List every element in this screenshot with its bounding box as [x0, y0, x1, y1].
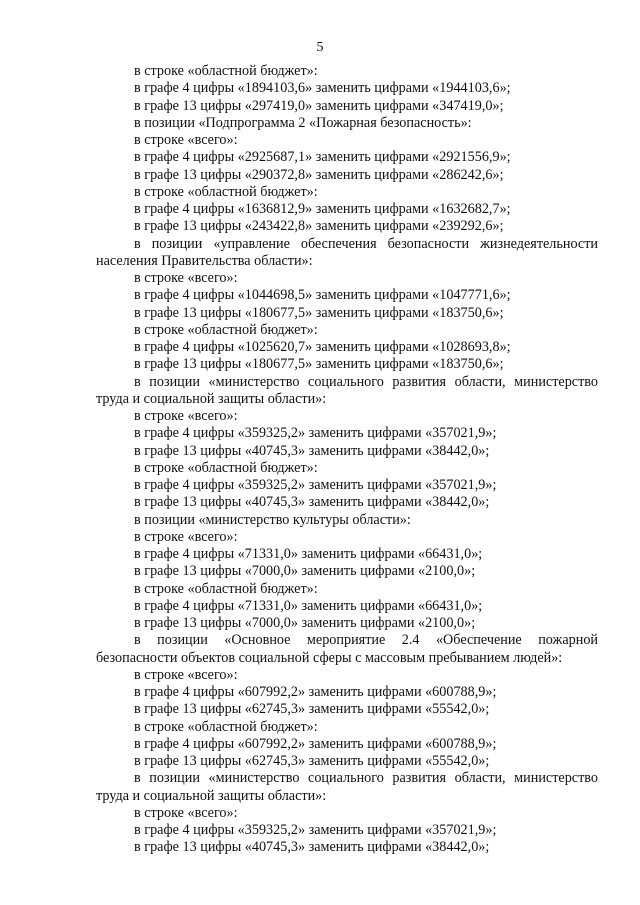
text-line: в графе 13 цифры «7000,0» заменить цифрами «2100,0»; [134, 615, 476, 631]
text-line: в графе 13 цифры «40745,3» заменить цифрами «38442,0»; [134, 839, 490, 856]
text-line: в позиции «министерство культуры области»: [134, 511, 411, 528]
text-line: населения Правительства области»: [96, 252, 313, 269]
text-line: в графе 4 цифры «1044698,5» заменить цифрами «1047771,6»; [134, 287, 511, 304]
text-line-justified: в позиции «министерство социального развития области, министерство [134, 373, 598, 390]
page-number: 5 [316, 40, 324, 55]
text-line: в строке «областной бюджет»: [134, 718, 318, 735]
text-line: в графе 4 цифры «71331,0» заменить цифрами «66431,0»; [134, 546, 483, 562]
text-line: в строке «всего»: [134, 132, 238, 148]
text-line: в графе 4 цифры «1025620,7» заменить цифрами «1028693,8»; [134, 339, 511, 355]
text-line: в строке «областной бюджет»: [134, 63, 318, 79]
text-line: в строке «областной бюджет»: [134, 459, 318, 476]
text-line: в графе 4 цифры «607992,2» заменить цифрами «600788,9»; [134, 684, 497, 700]
text-line: в графе 4 цифры «359325,2» заменить цифрами «357021,9»; [134, 425, 497, 442]
text-line: в графе 4 цифры «359325,2» заменить цифрами «357021,9»; [134, 477, 497, 493]
text-line: в строке «всего»: [134, 666, 238, 683]
text-line: в графе 4 цифры «359325,2» заменить цифрами «357021,9»; [134, 822, 497, 838]
text-line: в графе 13 цифры «40745,3» заменить цифрами «38442,0»; [134, 494, 490, 511]
text-line: в графе 4 цифры «1636812,9» заменить цифрами «1632682,7»; [134, 201, 511, 217]
text-line: безопасности объектов социальной сферы с массовым пребыванием людей»: [96, 649, 563, 666]
text-line: в строке «всего»: [134, 804, 238, 821]
text-line-justified: в позиции «Основное мероприятие 2.4 «Обеспечение пожарной [134, 632, 598, 649]
text-line: в графе 13 цифры «62745,3» заменить цифрами «55542,0»; [134, 753, 490, 769]
text-line: в графе 13 цифры «40745,3» заменить цифрами «38442,0»; [134, 442, 490, 459]
text-line: в строке «областной бюджет»: [134, 321, 318, 338]
text-line: в графе 13 цифры «180677,5» заменить цифрами «183750,6»; [134, 304, 504, 321]
text-line: в строке «всего»: [134, 408, 238, 424]
text-line: в графе 13 цифры «243422,8» заменить цифрами «239292,6»; [134, 218, 504, 235]
text-line: в строке «областной бюджет»: [134, 580, 318, 597]
text-line: в графе 13 цифры «290372,8» заменить цифрами «286242,6»; [134, 166, 504, 183]
text-line-justified: в позиции «министерство социального развития области, министерство [134, 770, 598, 787]
text-line: в позиции «Подпрограмма 2 «Пожарная безопасность»: [134, 114, 472, 131]
text-line: в графе 13 цифры «7000,0» заменить цифрами «2100,0»; [134, 563, 476, 580]
text-line: в строке «всего»: [134, 528, 238, 545]
text-line: труда и социальной защиты области»: [96, 390, 327, 407]
text-line: в графе 13 цифры «297419,0» заменить цифрами «347419,0»; [134, 97, 504, 114]
text-line-justified: в позиции «управление обеспечения безопасности жизнедеятельности [134, 235, 598, 252]
text-line: в графе 4 цифры «2925687,1» заменить цифрами «2921556,9»; [134, 149, 511, 166]
text-line: в строке «всего»: [134, 270, 238, 286]
text-line: в строке «областной бюджет»: [134, 183, 318, 200]
text-line: труда и социальной защиты области»: [96, 787, 327, 804]
text-line: в графе 13 цифры «180677,5» заменить цифрами «183750,6»; [134, 356, 504, 373]
text-line: в графе 13 цифры «62745,3» заменить цифрами «55542,0»; [134, 701, 490, 718]
text-line: в графе 4 цифры «1894103,6» заменить цифрами «1944103,6»; [134, 80, 511, 97]
document-body [96, 63, 598, 857]
text-line: в графе 4 цифры «71331,0» заменить цифрами «66431,0»; [134, 597, 483, 614]
text-line: в графе 4 цифры «607992,2» заменить цифрами «600788,9»; [134, 735, 497, 752]
